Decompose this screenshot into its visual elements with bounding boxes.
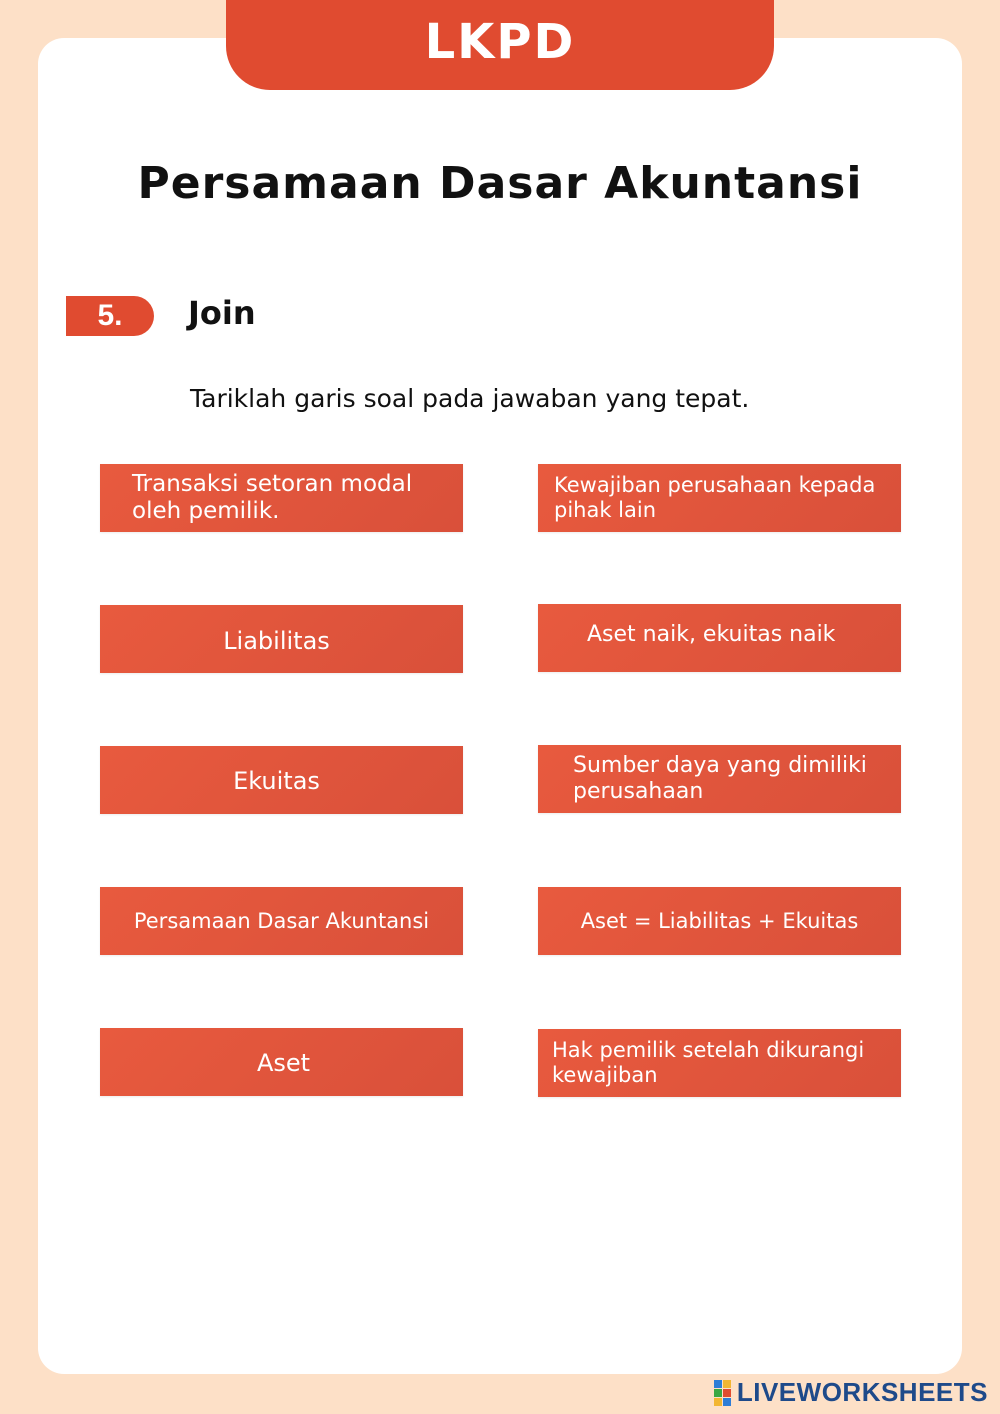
question-number-badge: 5.: [66, 296, 154, 336]
liveworksheets-watermark: [714, 1377, 988, 1408]
left-item-label: Aset: [256, 1048, 311, 1077]
left-item-1[interactable]: [100, 464, 463, 532]
left-item-5[interactable]: [100, 1028, 463, 1096]
right-item-2[interactable]: [538, 604, 901, 672]
left-item-4[interactable]: [100, 887, 463, 955]
right-item-5[interactable]: [538, 1029, 901, 1097]
right-item-label: Aset = Liabilitas + Ekuitas: [580, 908, 859, 933]
header-tab: [226, 0, 774, 90]
left-item-2[interactable]: [100, 605, 463, 673]
right-item-label: Kewajiban perusahaan kepada pihak lain: [554, 473, 876, 522]
header-title: LKPD: [424, 14, 576, 70]
worksheet-card: [38, 38, 962, 1374]
instruction-text: Tariklah garis soal pada jawaban yang tepat.: [190, 384, 750, 413]
left-item-label: Ekuitas: [233, 766, 320, 795]
left-item-label: Transaksi setoran modal oleh pemilik.: [132, 470, 413, 524]
right-item-label: Hak pemilik setelah dikurangi kewajiban: [552, 1038, 865, 1087]
right-item-4[interactable]: [538, 887, 901, 955]
watermark-text: LIVEWORKSHEETS: [736, 1377, 988, 1407]
left-item-label: Persamaan Dasar Akuntansi: [133, 908, 430, 933]
right-item-label: Aset naik, ekuitas naik: [587, 622, 836, 648]
left-item-label: Liabilitas: [223, 626, 330, 655]
page-title: Persamaan Dasar Akuntansi: [137, 158, 863, 209]
liveworksheets-logo-icon: [714, 1380, 731, 1406]
right-item-3[interactable]: [538, 745, 901, 813]
left-item-3[interactable]: [100, 746, 463, 814]
right-item-1[interactable]: [538, 464, 901, 532]
right-item-label: Sumber daya yang dimiliki perusahaan: [573, 753, 867, 804]
question-type-label: Join: [188, 294, 256, 332]
